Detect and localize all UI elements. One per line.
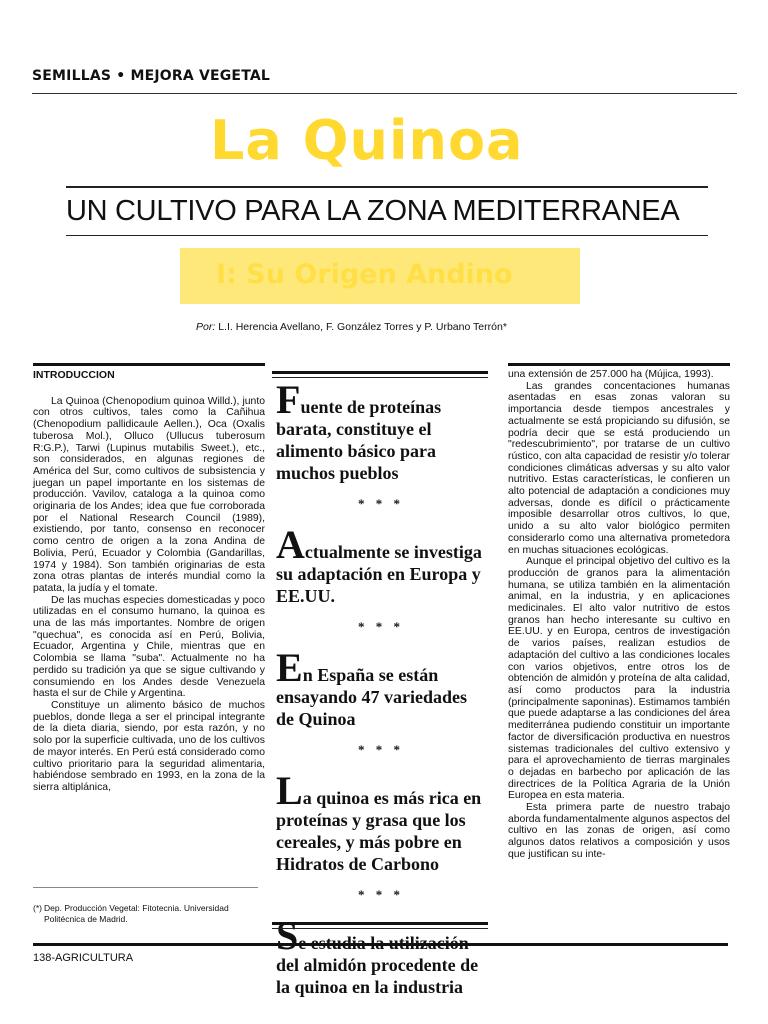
pull-quote-text: uente de proteínas barata, constituye el alimento básico para muchos pueblos: [276, 397, 442, 483]
pull-quote-text: n España se están ensayando 47 variedades de Quinoa: [276, 665, 468, 729]
footnote-mark: (*): [33, 903, 42, 913]
footnote: [33, 903, 268, 924]
pull-quote: [276, 522, 486, 607]
separator: * * *: [358, 496, 404, 511]
drop-cap: E: [276, 645, 303, 690]
middle-column-rule-thin: [272, 377, 488, 378]
pull-quote: [276, 768, 486, 875]
drop-cap: S: [276, 913, 299, 958]
footnote-text: Dep. Producción Vegetal: Fitotecnia. Universidad Politécnica de Madrid.: [44, 903, 229, 924]
separator: * * *: [358, 887, 404, 902]
footnote-divider: [33, 887, 258, 888]
pull-quote-text: a quinoa es más rica en proteínas y grasa que los cereales, y más pobre en Hidratos de Carbono: [276, 788, 482, 874]
page-footer: 138-AGRICULTURA: [33, 952, 134, 964]
section-label: SEMILLAS • MEJORA VEGETAL: [32, 68, 271, 84]
byline: [196, 321, 507, 333]
pull-quote-text: ctualmente se investiga su adaptación en Europa y EE.UU.: [276, 542, 482, 606]
pull-quote-text: e estudia la utilización del almidón procedente de la quinoa en la industria: [276, 933, 479, 997]
pull-quote: [276, 377, 486, 484]
pull-quote: [276, 913, 486, 998]
pull-quote: [276, 645, 486, 730]
body-paragraph: Esta primera parte de nuestro trabajo aborda fundamentalmente algunos aspectos del cultivo en las zonas de origen, así como algunos datos relativos a composición y usos que justifican su inte-: [508, 802, 730, 860]
body-paragraph: Las grandes concentaciones humanas asentadas en esas zonas valoran su importancia desde tiempos ancestrales y actualmente se está propiciando su difusión, se podría decir que se está produciendo un "redescubrimiento", por tratarse de un cultivo rústico, con alta capacidad de resistir y/o tolerar condiciones climáticas adversas y su alto valor nutritivo. Estas características, le confieren un alto potencial de adaptación a condiciones muy adversas, donde es difícil o prácticamente imposible desarrollar otros cultivos, lo que, unido a su alto valor biológico permiten considerarlo como una alternativa prometedora en muchas situaciones ecológicas.: [508, 380, 730, 556]
part-banner-text: I: Su Origen Andino: [216, 259, 513, 290]
subtitle-rule-bottom: [66, 235, 708, 236]
middle-column-bottom-rule-thick: [272, 922, 488, 925]
body-paragraph: Aunque el principal objetivo del cultivo es la producción de granos para la alimentación humana, se utiliza también en la alimentación animal, en la industria, y en aplicaciones medicinales. El alto valor nutritivo de estos granos han hecho interesante su cultivo en EE.UU. y en Europa, centros de investigación de varios países, realizan estudios de adaptación del cultivo a las condiciones locales con varios objetivos, entre otros los de obtención de almidón y proteína de alta calidad, así como productos para la industria (principalmente saponinas). Estimamos también que puede adaptarse a las condiciones del área mediterránea pudiendo constituir un importante factor de diversificación productiva en nuestros sistemas tradicionales del cultivo extensivo y para el aprovechamiento de tierras marginales o dejadas en barbecho por aplicación de las directrices de la Política Agraria de la Unión Europea en esta materia.: [508, 556, 730, 802]
section-heading: INTRODUCCION: [33, 369, 115, 381]
part-banner: [180, 248, 580, 304]
drop-cap: L: [276, 768, 303, 813]
subtitle-rule-top: [66, 186, 708, 188]
left-column: [33, 370, 265, 794]
article-title: La Quinoa: [210, 109, 524, 172]
body-paragraph: De las muchas especies domesticadas y poco utilizadas en el consumo humano, la quinoa es una de las más importantes. Nombre de origen "quechua", es conocida así en Perú, Bolivia, Ecuador, Argentina y Chile, mientras que en Colombia se llama "suba". Actualmente no ha perdido su tradición ya que se sigue cultivando y consumiendo en los Andes desde Venezuela hasta el sur de Chile y Argentina.: [33, 594, 265, 700]
pull-quote-column: [276, 377, 486, 998]
body-paragraph: Constituye un alimento básico de muchos pueblos, donde llega a ser el principal integrante de la dieta diaria, siendo, por esta razón, y no solo por la superficie cultivada, uno de los cultivos de mayor interés. En Perú está considerado como cultivo prioritario para la seguridad alimentaria, habiéndose sembrado en 1993, en la zona de la sierra altiplánica,: [33, 699, 265, 793]
middle-column-rule-thick: [272, 371, 488, 374]
footer-divider: [33, 943, 728, 946]
separator: * * *: [358, 619, 404, 634]
drop-cap: A: [276, 522, 305, 567]
section-divider: [32, 93, 737, 94]
drop-cap: F: [276, 377, 301, 422]
middle-column-bottom-rule-thin: [272, 928, 488, 929]
right-column: [508, 369, 730, 861]
byline-authors: L.I. Herencia Avellano, F. González Torres y P. Urbano Terrón*: [218, 321, 507, 333]
body-paragraph: una extensión de 257.000 ha (Mújica, 1993).: [508, 369, 714, 380]
body-paragraph: La Quinoa (Chenopodium quinoa Willd.), junto con otros cultivos, tales como la Cañihua (Chenopodium pallidicaule Aellen.), Oca (Oxalis tuberosa Mol.), Olluco (Ullucus tuberosum R:G.P.), Tarwi (Lupinus mutabilis Sweet.), etc., son considerados, en algunas regiones de América del Sur, como cultivos de subsistencia y juegan un papel importante en los sistemas de producción. Vavilov, cataloga a la quinoa como originaria de los Andes; idea que fue corroborada por el National Research Council (1989), existiendo, por tanto, consenso en reconocer como centro de origen a la zona Andina de Bolivia, Perú, Ecuador y Colombia (Gandarillas, 1974 y 1984). Son también originarias de esta zona otras plantas de interés mundial como la patata, la judía y el tomate.: [33, 395, 265, 594]
byline-label: Por:: [196, 321, 216, 333]
left-column-rule: [33, 363, 265, 366]
right-column-rule: [508, 363, 730, 366]
separator: * * *: [358, 742, 404, 757]
article-subtitle: UN CULTIVO PARA LA ZONA MEDITERRANEA: [66, 195, 680, 227]
